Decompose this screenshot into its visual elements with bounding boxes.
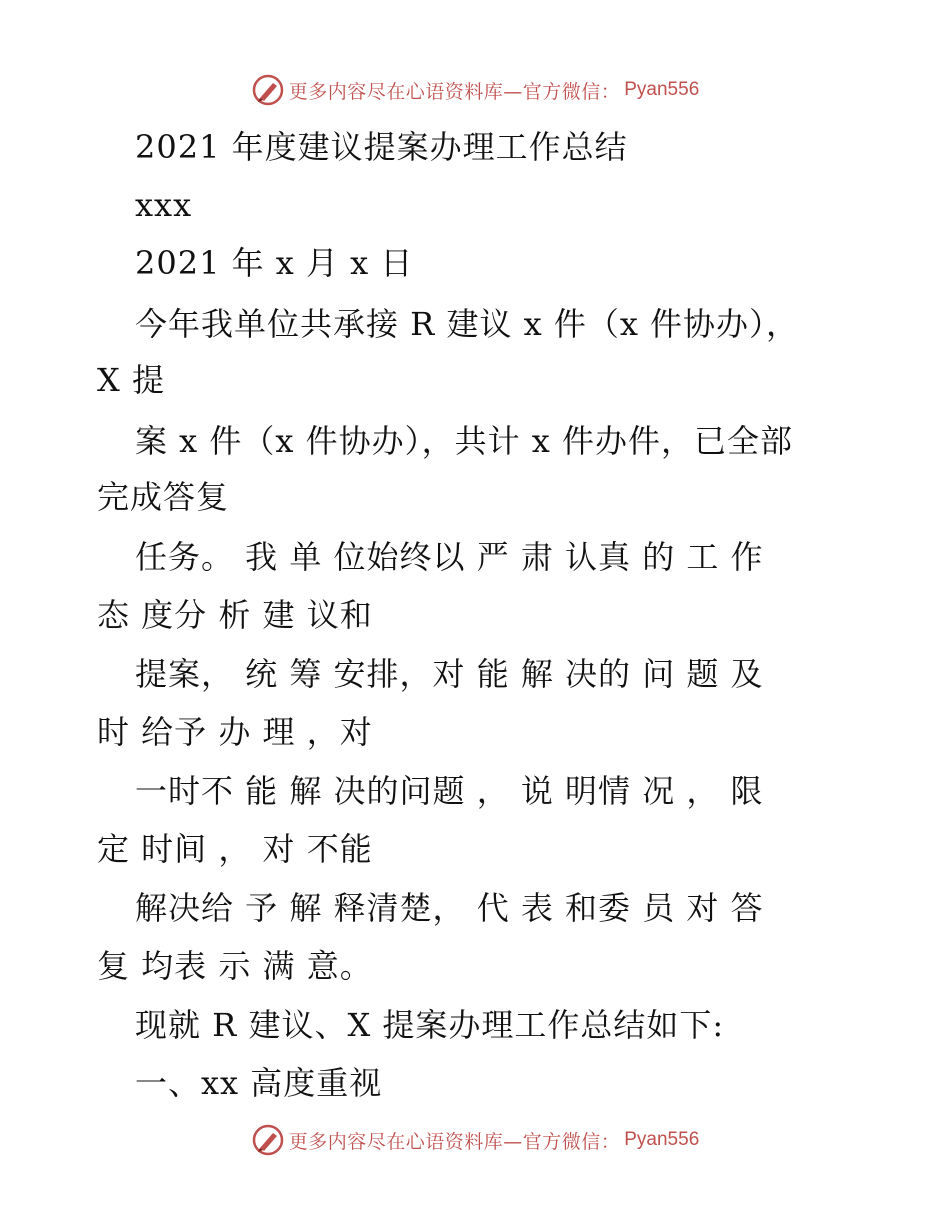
doc-line: 完成答复 [97, 478, 230, 516]
doc-section-heading: 一、xx 高度重视 [135, 1064, 383, 1102]
doc-line: 现就 R 建议、X 提案办理工作总结如下: [135, 1006, 725, 1044]
doc-title: 2021 年度建议提案办理工作总结 [135, 128, 628, 166]
pen-logo-icon [251, 73, 285, 107]
doc-line: 任务。 我 单 位始终以 严 肃 认真 的 工 作 [135, 538, 764, 576]
doc-line: 复 均表 示 满 意。 [97, 947, 373, 985]
doc-line: X 提 [97, 361, 165, 399]
doc-line: 提案， 统 筹 安排，对 能 解 决的 问 题 及 [135, 655, 764, 693]
doc-line: 解决给 予 解 释清楚， 代 表 和委 员 对 答 [135, 889, 764, 927]
watermark-wechat-id: Pyan556 [624, 1129, 700, 1150]
watermark-text: 更多内容尽在心语资料库—官方微信： [288, 1130, 621, 1153]
pen-logo-icon [251, 1123, 285, 1157]
watermark-header [0, 70, 950, 110]
doc-line: 案 x 件（x 件协办），共计 x 件办件，已全部 [135, 422, 794, 460]
watermark-footer [0, 1120, 950, 1160]
doc-line: 时 给予 办 理 ，对 [97, 713, 373, 751]
doc-date: 2021 年 x 月 x 日 [135, 244, 414, 282]
doc-line: 定 时间 ， 对 不能 [97, 830, 373, 868]
doc-line: 今年我单位共承接 R 建议 x 件（x 件协办）， [135, 305, 800, 343]
doc-line: 态 度分 析 建 议和 [97, 596, 373, 634]
watermark-text: 更多内容尽在心语资料库—官方微信： [288, 80, 621, 103]
doc-line: 一时不 能 解 决的问题 ， 说 明情 况 ， 限 [135, 772, 764, 810]
watermark-wechat-id: Pyan556 [624, 79, 700, 100]
doc-author: xxx [135, 186, 193, 224]
